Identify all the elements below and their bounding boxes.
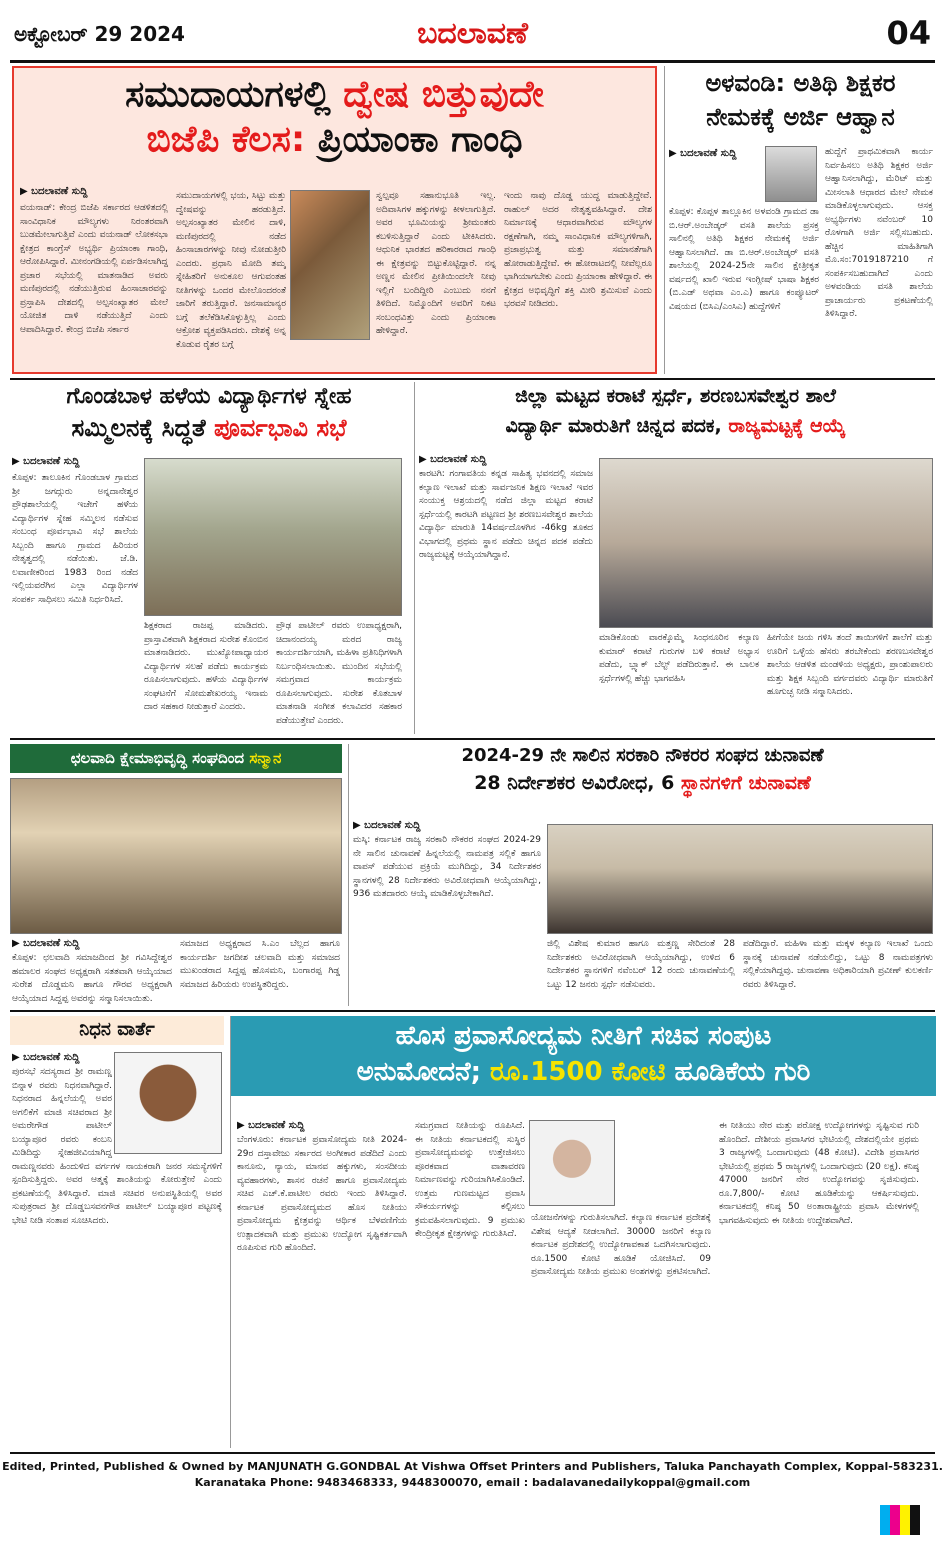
byline: ▶ ಬದಲಾವಣೆ ಸುದ್ದಿ: [12, 456, 80, 467]
story-karate-col1: ಕಾರಟಗಿ: ಗಂಗಾವತಿಯ ಕನ್ನಡ ಸಾಹಿತ್ಯ ಭವನದಲ್ಲಿ ಸಮಾಜ ಕಲ್ಯಾಣ ಇಲಾಖೆ ಮತ್ತು ಸಾರ್ವಜನಿಕ ಶಿಕ್ಷಣ ಇಲಾಖೆ ಇವರ ಸಂಯುಕ್ತ ಆಶ್ರಯದಲ್ಲಿ ನಡೆದ ಜಿಲ್ಲಾ ಮಟ್ಟದ ಕರಾಟೆ ಸ್ಪರ್ಧೆಯಲ್ಲಿ ಕಾರಟಗಿ ಪಟ್ಟಣದ ಶ್ರೀ ಶರಣಬಸವೇಶ್ವರ ಶಾಲೆಯ ವಿದ್ಯಾರ್ಥಿ ಮಾರುತಿ 14ವರ್ಷದೊಳಗಿನ -46kg ತೂಕದ ವಿಭಾಗದಲ್ಲಿ ಪ್ರಥಮ ಸ್ಥಾನ ಪಡೆದು ಚಿನ್ನದ ಪದಕ ಪಡೆದು ರಾಜ್ಯಮಟ್ಟಕ್ಕೆ ಆಯ್ಕೆಯಾಗಿದ್ದಾನೆ.: [419, 469, 593, 560]
priyanka-photo: [290, 190, 370, 340]
alumni-meeting-photo: [144, 458, 402, 616]
story-election-headline-1: 2024-29 ನೇ ಸಾಲಿನ ಸರಕಾರಿ ನೌಕರರ ಸಂಘದ ಚುನಾವಣೆ: [461, 745, 824, 766]
headline-part: ಸಮುದಾಯಗಳಲ್ಲಿ: [125, 74, 331, 115]
headline-part-red: ಸ್ಥಾನಗಳಿಗೆ ಚುನಾವಣೆ: [680, 771, 811, 794]
yellow-swatch: [900, 1505, 910, 1535]
story-guest-teacher: [664, 66, 936, 374]
story-priyanka-headline-1: [14, 74, 655, 115]
banner-part-yellow: ಸನ್ಮಾನ: [249, 749, 282, 767]
page-number: 04: [886, 14, 931, 52]
story-tourism-policy: [230, 1016, 936, 1448]
color-registration-bar: [880, 1505, 920, 1539]
story-priyanka-col3: ಸ್ವಲ್ಪವೂ ಸಹಾನುಭೂತಿ ಇಲ್ಲ. ಅದಿವಾಸಿಗಳ ಹಕ್ಕುಗಳನ್ನು ಕೀಳಲಾಗುತ್ತಿದೆ. ಅವರ ಭೂಮಿಯನ್ನು ಶ್ರೀಮಂತರು ಕಬಳಿಸುತ್ತಿದ್ದಾರೆ ಎಂದು ಟೀಕಿಸಿದರು. ಆಧುನಿಕ ಭಾರತದ ಹರಿಕಾರರಾದ ಗಾಂಧಿ ಈ ಕ್ಷೇತ್ರವನ್ನು ಬಿಟ್ಟುಕೊಟ್ಟಿದ್ದಾರೆ. ನನ್ನ ಅಣ್ಣನ ಮೇಲಿನ ಪ್ರೀತಿಯಿಂದಲೇ ನೀವು ಇಲ್ಲಿಗೆ ಬಂದಿದ್ದೀರಿ ಎಂಬುದು ನನಗೆ ತಿಳಿದಿದೆ. ನಿಮ್ಮೊಂದಿಗೆ ಅವರಿಗೆ ನಿಕಟ ಸಂಬಂಧವಿತ್ತು ಎಂದು ಪ್ರಿಯಾಂಕಾ ಹೇಳಿದ್ದಾರೆ.: [376, 191, 496, 336]
story-karate-headline-1: ಜಿಲ್ಲಾ ಮಟ್ಟದ ಕರಾಟೆ ಸ್ಪರ್ಧೆ, ಶರಣಬಸವೇಶ್ವರ ಶಾಲೆ: [515, 385, 836, 407]
byline: ▶ ಬದಲಾವಣೆ ಸುದ್ದಿ: [237, 1120, 305, 1131]
byline-text: ಬದಲಾವಣೆ ಸುದ್ದಿ: [23, 1052, 80, 1063]
story-tourism-col1: ಬೆಂಗಳೂರು: ಕರ್ನಾಟಕ ಪ್ರವಾಸೋದ್ಯಮ ನೀತಿ 2024-29ರ ದಸ್ತಾವೇಜು ಸರ್ಕಾರದ ಅಂಗೀಕಾರ ಪಡೆದಿದೆ ಎಂದು ಕಾನೂನು, ನ್ಯಾಯ, ಮಾನವ ಹಕ್ಕುಗಳು, ಸಂಸದೀಯ ವ್ಯವಹಾರಗಳು, ಶಾಸನ ರಚನೆ ಹಾಗೂ ಪ್ರವಾಸೋದ್ಯಮ ಸಚಿವ ಎಚ್.ಕೆ.ಪಾಟೀಲ ರವರು ಇಂದು ತಿಳಿಸಿದ್ದಾರೆ. ಕರ್ನಾಟಕ ಪ್ರವಾಸೋದ್ಯಮದ ಹೊಸ ನೀತಿಯು ಪ್ರವಾಸೋದ್ಯಮ ಕ್ಷೇತ್ರವನ್ನು ಆರ್ಥಿಕ ಬೆಳವಣಿಗೆಯ ಉತ್ಪಾದಕವಾಗಿ ಮತ್ತು ಪ್ರಮುಖ ಉದ್ಯೋಗ ಸೃಷ್ಟಿಕರ್ತವಾಗಿ ರೂಪಿಸುವ ಗುರಿ ಹೊಂದಿದೆ.: [237, 1135, 407, 1253]
story-priyanka-col1: ವಯನಾಡ್: ಕೇಂದ್ರ ಬಿಜೆಪಿ ಸರ್ಕಾರದ ಆಡಳಿತದಲ್ಲಿ ಸಾಂವಿಧಾನಿಕ ಮೌಲ್ಯಗಳು ನಿರಂತರವಾಗಿ ಬುಡಮೇಲಾಗುತ್ತಿವೆ ಎಂದು ವಯನಾಡ್ ಲೋಕಸಭಾ ಕ್ಷೇತ್ರದ ಕಾಂಗ್ರೆಸ್ ಅಭ್ಯರ್ಥಿ ಪ್ರಿಯಾಂಕಾ ಗಾಂಧಿ, ಆರೋಪಿಸಿದ್ದಾರೆ. ಮೀನಂಗಡಿಯಲ್ಲಿ ಏರ್ಪಡಿಸಲಾಗಿದ್ದ ಪ್ರಚಾರ ಸಭೆಯಲ್ಲಿ ಮಾತನಾಡಿದ ಅವರು ಮಣಿಪುರದಲ್ಲಿ ನಡೆಯುತ್ತಿರುವ ಹಿಂಸಾಚಾರವನ್ನು ಪ್ರಸ್ತಾಪಿಸಿ ದೇಶದಲ್ಲಿ ಅಲ್ಪಸಂಖ್ಯಾತರ ಮೇಲೆ ಯೋಜಿತ ದಾಳಿ ನಡೆಯುತ್ತಿದೆ ಎಂದು ಆಪಾದಿಸಿದ್ದಾರೆ. ಕೇಂದ್ರ ಬಿಜೆಪಿ ಸರ್ಕಾರ: [20, 203, 168, 335]
byline-text: ಬದಲಾವಣೆ ಸುದ್ದಿ: [23, 938, 80, 949]
chalavadi-banner: [10, 744, 342, 773]
byline: ▶ ಬದಲಾವಣೆ ಸುದ್ದಿ: [12, 1052, 80, 1063]
story-chalavadi-honour: [10, 744, 342, 1006]
headline-part: ವಿದ್ಯಾರ್ಥಿ ಮಾರುತಿಗೆ ಚಿನ್ನದ ಪದಕ,: [505, 414, 722, 437]
story-priyanka-col4: ಇಂದು ನಾವು ದೊಡ್ಡ ಯುದ್ಧ ಮಾಡುತ್ತಿದ್ದೇವೆ. ರಾಹುಲ್ ಅದರ ನೇತೃತ್ವವಹಿಸಿದ್ದಾರೆ. ದೇಶ ನಿರ್ಮಾಣಕ್ಕೆ ಆಧಾರವಾಗಿರುವ ಮೌಲ್ಯಗಳ ರಕ್ಷಣೆಗಾಗಿ, ನಮ್ಮ ಸಾಂವಿಧಾನಿಕ ಮೌಲ್ಯಗಳಿಗಾಗಿ, ಪ್ರಜಾಪ್ರಭುತ್ವ ಮತ್ತು ಸಮಾನತೆಗಾಗಿ ಹೋರಾಡುತ್ತಿದ್ದೇವೆ. ಈ ಹೋರಾಟದಲ್ಲಿ ನೀವೆಲ್ಲರೂ ಭಾಗಿಯಾಗಬೇಕು ಎಂದು ಪ್ರಿಯಾಂಕಾ ಹೇಳಿದ್ದಾರೆ. ಈ ಕ್ಷೇತ್ರದ ಅಭಿವೃದ್ಧಿಗೆ ಶಕ್ತಿ ಮೀರಿ ಶ್ರಮಿಸುವೆ ಎಂದು ಭರವಸೆ ನೀಡಿದರು.: [504, 191, 652, 309]
byline: ▶ ಬದಲಾವಣೆ ಸುದ್ದಿ: [20, 186, 88, 197]
story-guest-teacher-headline-2: ನೇಮಕಕ್ಕೆ ಅರ್ಜಿ ಆಹ್ವಾನ: [706, 102, 895, 131]
headline-part-red: ರಾಜ್ಯಮಟ್ಟಕ್ಕೆ ಆಯ್ಕೆ: [728, 414, 846, 437]
headline-part: ಸಮ್ಮಿಲನಕ್ಕೆ ಸಿದ್ಧತೆ: [71, 414, 206, 443]
byline-text: ಬದಲಾವಣೆ ಸುದ್ದಿ: [680, 148, 737, 159]
story-obituary: [10, 1016, 224, 1448]
story-alumni-meet: [10, 382, 408, 734]
footer-rule: [10, 1452, 935, 1454]
story-employee-election: [348, 744, 936, 1006]
karate-award-photo: [599, 458, 933, 628]
tourism-headline-2: [231, 1058, 936, 1088]
story-election-col2: ಜಿಲ್ಲಿ ವಿಶೇಷ ಕುಮಾರ ಹಾಗೂ ಮತ್ತಣ್ಣ ಸೇರಿದಂತೆ 28 ನಿರ್ದೇಶಕರು ಅವಿರೋಧವಾಗಿ ಆಯ್ಕೆಯಾಗಿದ್ದು, ಉಳಿದ 6 ನಿರ್ದೇಶಕರ ಸ್ಥಾನಗಳಿಗೆ ನವೆಂಬರ್ 12 ರಂದು ಚುನಾವಣೆಯಲ್ಲಿ ಒಟ್ಟು 12 ಜನರು ಸ್ಪರ್ಧೆ ನಡೆಸುವರು.: [547, 939, 735, 990]
story-karate-col2: ಮಾಡಿಕೊಂಡು ವಾರಕ್ಕೊಮ್ಮೆ ಸಿಂಧನೂರಿನ ಕಲ್ಯಾಣ ಕುಮಾರ್ ಕರಾಟೆ ಗುರುಗಳ ಬಳಿ ಕರಾಟೆ ಅಭ್ಯಾಸ ಪಡೆದು, ಬ್ಲ್ಯಾಕ್ ಬೆಲ್ಟ್ ಪಡೆದಿರುತ್ತಾನೆ. ಈ ಬಾಲಕ ಸ್ಪರ್ಧೆಗಳಲ್ಲಿ ಹೆಚ್ಚು ಭಾಗವಹಿಸಿ: [599, 633, 759, 684]
story-priyanka-box: [12, 66, 657, 374]
story-chalavadi-col2: ಸಮಾಜದ ಅಧ್ಯಕ್ಷರಾದ ಸಿ.ಎಂ ಬೆಲ್ಲದ ಹಾಗೂ ಕಾರ್ಯದರ್ಶಿ ಜಗದೀಶ ಚಲವಾದಿ ಮತ್ತು ಸಮಾಜದ ಮುಖಂಡರಾದ ಸಿದ್ದಪ್ಪ ಹೊಸಮನಿ, ಬಂಗಾರಪ್ಪ ಗಿಡ್ಡ ಸಮಾಜದ ಹಿರಿಯರು ಉಪಸ್ಥಿತರಿದ್ದರು.: [180, 939, 340, 990]
story-election-col1: ಮಸ್ಕಿ: ಕರ್ನಾಟಕ ರಾಜ್ಯ ಸರಕಾರಿ ನೌಕರರ ಸಂಘದ 2024-29 ನೇ ಸಾಲಿನ ಚುನಾವಣೆ ಹಿನ್ನಲೆಯಲ್ಲಿ ನಾಮಪತ್ರ ಸಲ್ಲಿಕೆ ಹಾಗೂ ವಾಪಸ್ ಪಡೆಯುವ ಪ್ರಕ್ರಿಯೆ ಮುಗಿದಿದ್ದು, 34 ನಿರ್ದೇಶಕರ ಸ್ಥಾನಗಳಲ್ಲಿ 28 ನಿರ್ದೇಶಕರು ಅವಿರೋಧವಾಗಿ ಆಯ್ಕೆಯಾಗಿದ್ದು, 936 ಮತದಾರರು ಆಯ್ಕೆ ಮಾಡಿಕೊಳ್ಳಬೇಕಾಗಿದೆ.: [353, 835, 541, 899]
chalavadi-group-photo: [10, 778, 342, 934]
imprint-line-1: Edited, Printed, Published & Owned by MANJUNATH G.GONDBAL At Vishwa Offset Printers and Publishers, Taluka Panchayath Complex, Koppal-583231.: [2, 1460, 943, 1473]
story-guest-teacher-col1: ಕೊಪ್ಪಳ: ಕೊಪ್ಪಳ ತಾಲ್ಲೂಕಿನ ಅಳವಂಡಿ ಗ್ರಾಮದ ಡಾ ಬಿ.ಆರ್.ಅಂಬೇಡ್ಕರ್ ವಸತಿ ಶಾಲೆಯ ಪ್ರಸಕ್ತ ಸಾಲಿನಲ್ಲಿ ಅತಿಥಿ ಶಿಕ್ಷಕರ ನೇಮಕಕ್ಕೆ ಅರ್ಜಿ ಆಹ್ವಾನಿಸಲಾಗಿದೆ. ಡಾ ಬಿ.ಆರ್.ಅಂಬೇಡ್ಕರ್ ವಸತಿ ಶಾಲೆಯಲ್ಲಿ 2024-25ನೇ ಸಾಲಿನ ಕ್ಷೇತ್ರೀಕೃತ ವರ್ಷದಲ್ಲಿ ಖಾಲಿ ಇರುವ ಇಂಗ್ಲೀಷ್ ಭಾಷಾ ಶಿಕ್ಷಕರ (ಬಿ.ಎಡ್ ಅಥವಾ ಎಂ.ಎ) ಹಾಗೂ ಕಂಪ್ಯೂಟರ್ ವಿಷಯದ (ಬಿಸಿಎ/ಎಂಸಿಎ) ಹುದ್ದೆಗಳಿಗೆ: [669, 207, 819, 312]
story-guest-teacher-col2: ಹುದ್ದೆಗೆ ಪ್ರಾಥಮಿಕವಾಗಿ ಕಾರ್ಯ ನಿರ್ವಹಿಸಲು ಅತಿಥಿ ಶಿಕ್ಷಕರ ಅರ್ಜಿ ಆಹ್ವಾನಿಸಲಾಗಿದ್ದು, ಮೆರಿಟ್ ಮತ್ತು ಮೀಸಲಾತಿ ಆಧಾರದ ಮೇಲೆ ನೇಮಕ ಮಾಡಿಕೊಳ್ಳಲಾಗುವುದು. ಆಸಕ್ತ ಅಭ್ಯರ್ಥಿಗಳು ನವೆಂಬರ್ 10 ರೊಳಗಾಗಿ ಅರ್ಜಿ ಸಲ್ಲಿಸಬಹುದು. ಹೆಚ್ಚಿನ ಮಾಹಿತಿಗಾಗಿ ಮೊ.ಸಂ:7019187210 ಗೆ ಸಂಪರ್ಕಿಸಬಹುದಾಗಿದೆ ಎಂದು ಅಳವಂಡಿಯ ವಸತಿ ಶಾಲೆಯ ಪ್ರಾಚಾರ್ಯರು ಪ್ರಕಟಣೆಯಲ್ಲಿ ತಿಳಿಸಿದ್ದಾರೆ.: [825, 147, 933, 319]
tourism-headline-1: ಹೊಸ ಪ್ರವಾಸೋದ್ಯಮ ನೀತಿಗೆ ಸಚಿವ ಸಂಪುಟ: [395, 1021, 772, 1051]
byline-text: ಬದಲಾವಣೆ ಸುದ್ದಿ: [23, 456, 80, 467]
byline-text: ಬದಲಾವಣೆ ಸುದ್ದಿ: [31, 186, 88, 197]
masthead-rule: [10, 60, 935, 63]
story-guest-teacher-headline-1: ಅಳವಂಡಿ: ಅತಿಥಿ ಶಿಕ್ಷಕರ: [705, 69, 896, 97]
story-chalavadi-col1: ಕೊಪ್ಪಳ: ಛಲವಾದಿ ಸಮಾಜದಿಂದ ಶ್ರೀ ಗವಿಸಿದ್ದೇಶ್ವರ ಹಮಾಲರ ಸಂಘದ ಅಧ್ಯಕ್ಷರಾಗಿ ಸತತವಾಗಿ ಆಯ್ಕೆಯಾದ ಸುರೇಶ ದೊಡ್ಡಮನಿ ಹಾಗೂ ಗೌರವ ಅಧ್ಯಕ್ಷರಾಗಿ ಆಯ್ಕೆಯಾದ ಸಿದ್ದಪ್ಪ ಅವರನ್ನು ಸನ್ಮಾನಿಸಲಾಯಿತು.: [12, 953, 172, 1004]
story-alumni-headline-2: [10, 415, 408, 443]
byline-text: ಬದಲಾವಣೆ ಸುದ್ದಿ: [364, 820, 421, 831]
story-karate-headline-2: [415, 416, 936, 438]
headline-part-red: ದ್ವೇಷ ಬಿತ್ತುವುದೇ: [343, 74, 544, 115]
imprint-line-2: Karanataka Phone: 9483468333, 9448300070, email : badalavanedailykoppal@gmail.com: [194, 1476, 751, 1489]
story-obituary-text: [12, 1066, 222, 1444]
byline: ▶ ಬದಲಾವಣೆ ಸುದ್ದಿ: [669, 148, 737, 159]
story-alumni-headline-1: ಗೊಂಡಬಾಳ ಹಳೆಯ ವಿದ್ಯಾರ್ಥಿಗಳ ಸ್ನೇಹ: [66, 384, 352, 409]
story-election-headline-2: [349, 773, 936, 795]
headline-part: 28 ನಿರ್ದೇಶಕರ ಅವಿರೋಧ, 6: [474, 771, 675, 794]
story-karate: [414, 382, 936, 734]
headline-part-yellow: ರೂ.1500 ಕೋಟಿ: [490, 1056, 666, 1087]
issue-date: ಅಕ್ಟೋಬರ್ 29 2024: [14, 22, 185, 46]
story-priyanka-col2: ಸಮುದಾಯಗಳಲ್ಲಿ ಭಯ, ಸಿಟ್ಟು ಮತ್ತು ದ್ವೇಷವನ್ನು ಹರಡುತ್ತಿದೆ. ಅಲ್ಪಸಂಖ್ಯಾತರ ಮೇಲಿನ ದಾಳಿ, ಮಣಿಪುರದಲ್ಲಿ ನಡೆದ ಹಿಂಸಾಚಾರಗಳನ್ನು ನೀವು ನೋಡುತ್ತೀರಿ ಎಂದರು. ಪ್ರಧಾನಿ ಮೋದಿ ತಮ್ಮ ಸ್ನೇಹಿತರಿಗೆ ಅನುಕೂಲ ಆಗುವಂತಹ ನೀತಿಗಳನ್ನು ಒಂದರ ಮೇಲೊಂದರಂತೆ ಜಾರಿಗೆ ತರುತ್ತಿದ್ದಾರೆ. ಜನಸಾಮಾನ್ಯರ ಬಗ್ಗೆ ತಲೆಕೆಡಿಸಿಕೊಳ್ಳುತ್ತಿಲ್ಲ ಎಂದು ಆಕ್ರೋಶ ವ್ಯಕ್ತಪಡಿಸಿದರು. ದೇಶಕ್ಕೆ ಅನ್ನ ಕೊಡುವ ರೈತರ ಬಗ್ಗೆ: [176, 191, 286, 350]
tourism-banner: [231, 1016, 936, 1096]
row-rule: [10, 378, 935, 380]
story-alumni-col2: ಶಿಕ್ಷಕರಾದ ರಾಜಪ್ಪ ಮಾಡಿದರು. ಪ್ರಾಸ್ತಾವಿಕವಾಗಿ ಶಿಕ್ಷಕರಾದ ಸುರೇಶ ಕೊಂಬಿನ ಮಾತನಾಡಿದರು. ಮುಖ್ಯೋಪಾಧ್ಯಾಯರ ವಿದ್ಯಾರ್ಥಿಗಳ ಸಲಹೆ ಪಡೆದು ಕಾರ್ಯಕ್ರಮ ರೂಪಿಸಲಾಗುವುದು. ಹಳೆಯ ವಿದ್ಯಾರ್ಥಿಗಳ ಸಂಘಟನೆಗೆ ಸೋಮಶೇಖರಯ್ಯ ಇನಾಮ ದಾರ ಸಹಕಾರ ನೀಡುತ್ತಾರೆ ಎಂದರು.: [144, 621, 268, 712]
minister-photo: [529, 1120, 615, 1206]
byline: ▶ ಬದಲಾವಣೆ ಸುದ್ದಿ: [12, 938, 80, 949]
elected-directors-photo: [547, 824, 933, 934]
headline-part-red: ಬಿಜೆಪಿ ಕೆಲಸ:: [146, 119, 306, 161]
byline: ▶ ಬದಲಾವಣೆ ಸುದ್ದಿ: [353, 820, 421, 831]
headline-part: ಅನುಮೋದನೆ;: [356, 1056, 481, 1087]
story-tourism-col4: ಈ ನೀತಿಯು ನೇರ ಮತ್ತು ಪರೋಕ್ಷ ಉದ್ಯೋಗಗಳನ್ನು ಸೃಷ್ಟಿಸುವ ಗುರಿ ಹೊಂದಿದೆ. ದೇಶೀಯ ಪ್ರವಾಸಿಗರ ಭೇಟಿಯಲ್ಲಿ ದೇಶದಲ್ಲಿಯೇ ಪ್ರಥಮ 3 ರಾಜ್ಯಗಳಲ್ಲಿ ಒಂದಾಗುವುದು (48 ಕೋಟಿ). ವಿದೇಶಿ ಪ್ರವಾಸಿಗರ ಭೇಟಿಯಲ್ಲಿ ಪ್ರಥಮ 5 ರಾಜ್ಯಗಳಲ್ಲಿ ಒಂದಾಗುವುದು (20 ಲಕ್ಷ). ಕನಿಷ್ಠ 47000 ಜನರಿಗೆ ನೇರ ಉದ್ಯೋಗವನ್ನು ಸೃಜಿಸುವುದು. ರೂ.7,800/- ಕೋಟಿ ಹೂಡಿಕೆಯನ್ನು ಆಕರ್ಷಿಸುವುದು. ಕರ್ನಾಟಕದಲ್ಲಿ ಕನಿಷ್ಠ 50 ಅಂತಾರಾಷ್ಟ್ರೀಯ ಪ್ರವಾಸಿ ಮೇಳಗಳಲ್ಲಿ ಭಾಗವಹಿಸುವುದು ಈ ನೀತಿಯ ಉದ್ದೇಶವಾಗಿದೆ.: [719, 1121, 919, 1226]
headline-part: ಪ್ರಿಯಾಂಕಾ ಗಾಂಧಿ: [317, 119, 523, 161]
headline-part: ಹೂಡಿಕೆಯ ಗುರಿ: [674, 1056, 811, 1087]
story-election-col3: ಪಡೆದಿದ್ದಾರೆ. ಮಹಿಳಾ ಮತ್ತು ಮಕ್ಕಳ ಕಲ್ಯಾಣ ಇಲಾಖೆ ಒಂದು ಸ್ಥಾನಕ್ಕೆ ಚುನಾವಣೆ ನಡೆಯಲಿದ್ದು, ಒಟ್ಟು 8 ನಾಮಪತ್ರಗಳು ಸಲ್ಲಿಕೆಯಾಗಿದ್ದವು. ಚುನಾವಣಾ ಅಧಿಕಾರಿಯಾಗಿ ಪ್ರವೀಣ್ ಕುಲಕರ್ಣಿ ರವರು ತಿಳಿಸಿದ್ದಾರೆ.: [743, 939, 933, 990]
story-alumni-col1: ಕೊಪ್ಪಳ: ತಾಲೂಕಿನ ಗೊಂಡಬಾಳ ಗ್ರಾಮದ ಶ್ರೀ ಜಗದ್ಗುರು ಅನ್ನದಾನೇಶ್ವರ ಪ್ರೌಢಶಾಲೆಯಲ್ಲಿ ಇಚೇಗೆ ಹಳೆಯ ವಿದ್ಯಾರ್ಥಿಗಳ ಸ್ನೇಹ ಸಮ್ಮಿಲನ ನಡೆಸುವ ಸಂಬಂಧ ಪೂರ್ವಭಾವಿ ಸಭೆ ಶಾಲೆಯ ಸಿಬ್ಬಂದಿ ಹಾಗೂ ಗ್ರಾಮದ ಹಿರಿಯರ ನೇತೃತ್ವದಲ್ಲಿ ನಡೆಯಿತು. ಜೆ.ಡಿ. ಲವಾಣೀಕರಿಂದ 1983 ರಿಂದ ನಡೆದ ಇಲ್ಲಿಯವರೆಗಿನ ಎಲ್ಲಾ ವಿದ್ಯಾರ್ಥಿಗಳ ಸಂಪರ್ಕ ಸಾಧಿಸಲು ಸಮಿತಿ ನಿರ್ಧರಿಸಿದೆ.: [12, 473, 138, 605]
story-priyanka-headline-2: [14, 119, 655, 160]
story-tourism-col3: ಯೋಜನೆಗಳನ್ನು ಗುರುತಿಸಲಾಗಿದೆ. ಕಲ್ಯಾಣ ಕರ್ನಾಟಕ ಪ್ರದೇಶಕ್ಕೆ ವಿಶೇಷ ಆದ್ಯತೆ ನೀಡಲಾಗಿದೆ. 30000 ಜನರಿಗೆ ಕಲ್ಯಾಣ ಕರ್ನಾಟಕ ಪ್ರದೇಶದಲ್ಲಿ ಉದ್ಯೋಗಾವಕಾಶ ಒದಗಿಸಲಾಗುವುದು. ರೂ.1500 ಕೋಟಿ ಹೂಡಿಕೆ ಯೋಜಿಸಿದೆ. 09 ಪ್ರವಾಸೋದ್ಯಮ ನೀತಿಯ ಪ್ರಮುಖ ಅಂಶಗಳನ್ನು ಪ್ರಕಟಿಸಲಾಗಿದೆ.: [531, 1213, 711, 1277]
byline-text: ಬದಲಾವಣೆ ಸುದ್ದಿ: [430, 454, 487, 465]
byline-text: ಬದಲಾವಣೆ ಸುದ್ದಿ: [248, 1120, 305, 1131]
story-alumni-col3: ಪ್ರೌಢ ಪಾಟೀಲ್ ರವರು ಉಪಾಧ್ಯಕ್ಷರಾಗಿ, ಚಿದಾನಂದಯ್ಯ ಮಠದ ರಾಜ್ಯ ಕಾರ್ಯದರ್ಶಿಯಾಗಿ, ಮಹಿಳಾ ಪ್ರತಿನಿಧಿಗಳಾಗಿ ನಿರ್ಬಂಧಿಸಲಾಯಿತು. ಮುಂದಿನ ಸಭೆಯಲ್ಲಿ ಸಮಗ್ರವಾದ ಕಾರ್ಯಕ್ರಮ ರೂಪಿಸಲಾಗುವುದು. ಸುರೇಶ ಕೊತಬಾಳ ಮಾತನಾಡಿ ಸಂಗೀತ ಕಲಾವಿದರ ಸಹಕಾರ ಪಡೆಯುತ್ತೇವೆ ಎಂದರು.: [276, 621, 402, 726]
story-tourism-col2: ಸಮಗ್ರವಾದ ನೀತಿಯನ್ನು ರೂಪಿಸಿದೆ. ಈ ನೀತಿಯ ಕರ್ನಾಟಕದಲ್ಲಿ ಸುಸ್ಥಿರ ಪ್ರವಾಸೋದ್ಯಮವನ್ನು ಉತ್ತೇಜಿಸಲು ಪೂರಕವಾದ ವಾತಾವರಣ ನಿರ್ಮಾಣವನ್ನು ಗುರಿಯಾಗಿಸಿಕೊಂಡಿದೆ. ಉತ್ತಮ ಗುಣಮಟ್ಟದ ಪ್ರವಾಸಿ ಸೌಕರ್ಯಗಳನ್ನು ಕಲ್ಪಿಸಲು ಕ್ರಮವಹಿಸಲಾಗುವುದು. 9 ಪ್ರಮುಖ ಕೇಂದ್ರೀಕೃತ ಕ್ಷೇತ್ರಗಳನ್ನು ಗುರುತಿಸಿದೆ.: [415, 1121, 525, 1239]
story-karate-col3: ಹೀಗೆಯೇ ಜಯ ಗಳಿಸಿ ತಂದೆ ತಾಯಿಗಳಿಗೆ ಶಾಲೆಗೆ ಮತ್ತು ಊರಿಗೆ ಒಳ್ಳೆಯ ಹೆಸರು ತರಬೇಕೆಂದು ಶರಣಬಸವೇಶ್ವರ ಶಾಲೆಯ ಆಡಳಿತ ಮಂಡಳಿಯ ಅಧ್ಯಕ್ಷರು, ಪ್ರಾಂಶುಪಾಲರು ಮತ್ತು ಶಿಕ್ಷಕ ಸಿಬ್ಬಂದಿ ವರ್ಗದವರು ವಿದ್ಯಾರ್ಥಿ ಮಾರುತಿಗೆ ಹೂಗುಚ್ಛ ನೀಡಿ ಸನ್ಮಾನಿಸಿದರು.: [767, 633, 933, 697]
obituary-heading: ನಿಧನ ವಾರ್ತೆ: [10, 1016, 224, 1045]
magenta-swatch: [890, 1505, 900, 1535]
byline: ▶ ಬದಲಾವಣೆ ಸುದ್ದಿ: [419, 454, 487, 465]
black-swatch: [910, 1505, 920, 1535]
cyan-swatch: [880, 1505, 890, 1535]
obituary-body: ಪುರಸಭೆ ಸದಸ್ಯರಾದ ಶ್ರೀ ರಾಮಣ್ಣ ಬಿನ್ನಾಳ ರವರು ನಿಧನವಾಗಿದ್ದಾರೆ. ನಿಧನರಾದ ಹಿನ್ನಲೆಯಲ್ಲಿ ಅವರ ಅಗಲಿಕೆಗೆ ಮಾಜಿ ಸಚಿವರಾದ ಶ್ರೀ ಅಮರೇಗೌಡ ಪಾಟೀಲ್ ಬಯ್ಯಾಪೂರ ರವರು ಕಂಬನಿ ಮಿಡಿದಿದ್ದು ಸ್ನೇಹಜೀವಿಯಾಗಿದ್ದ ರಾಮಣ್ಣನವರು ಹಿಂದುಳಿದ ವರ್ಗಗಳ ನಾಯಕರಾಗಿ ಜನರ ಸಮಸ್ಯೆಗಳಿಗೆ ಸ್ಪಂದಿಸುತ್ತಿದ್ದರು. ಅವರ ಆತ್ಮಕ್ಕೆ ಶಾಂತಿಯನ್ನು ಕೋರುತ್ತೇನೆ ಎಂದು ಪ್ರಕಟಣೆಯಲ್ಲಿ ತಿಳಿಸಿದ್ದಾರೆ. ಮಾಜಿ ಸಚಿವರ ಅನುಪಸ್ಥಿತಿಯಲ್ಲಿ ಅವರ ಸುಪುತ್ರರಾದ ಶ್ರೀ ದೊಡ್ಡಬಸವನಗೌಡ ಪಾಟೀಲ್ ಬಯ್ಯಾಪೂರ ಪಟ್ಟಣಕ್ಕೆ ಭೇಟಿ ನೀಡಿ ಸಂತಾಪ ಸೂಚಿಸಿದರು.: [12, 1067, 222, 1226]
portrait-spacer: [112, 1066, 222, 1156]
newspaper-title: ಬದಲಾವಣೆ: [417, 16, 528, 51]
row-rule: [10, 738, 935, 740]
banner-part: ಛಲವಾದಿ ಕ್ಷೇಮಾಭಿವೃದ್ಧಿ ಸಂಘದಿಂದ: [70, 749, 245, 767]
row-rule: [10, 1010, 935, 1012]
headline-part-red: ಪೂರ್ವಭಾವಿ ಸಭೆ: [214, 414, 347, 443]
